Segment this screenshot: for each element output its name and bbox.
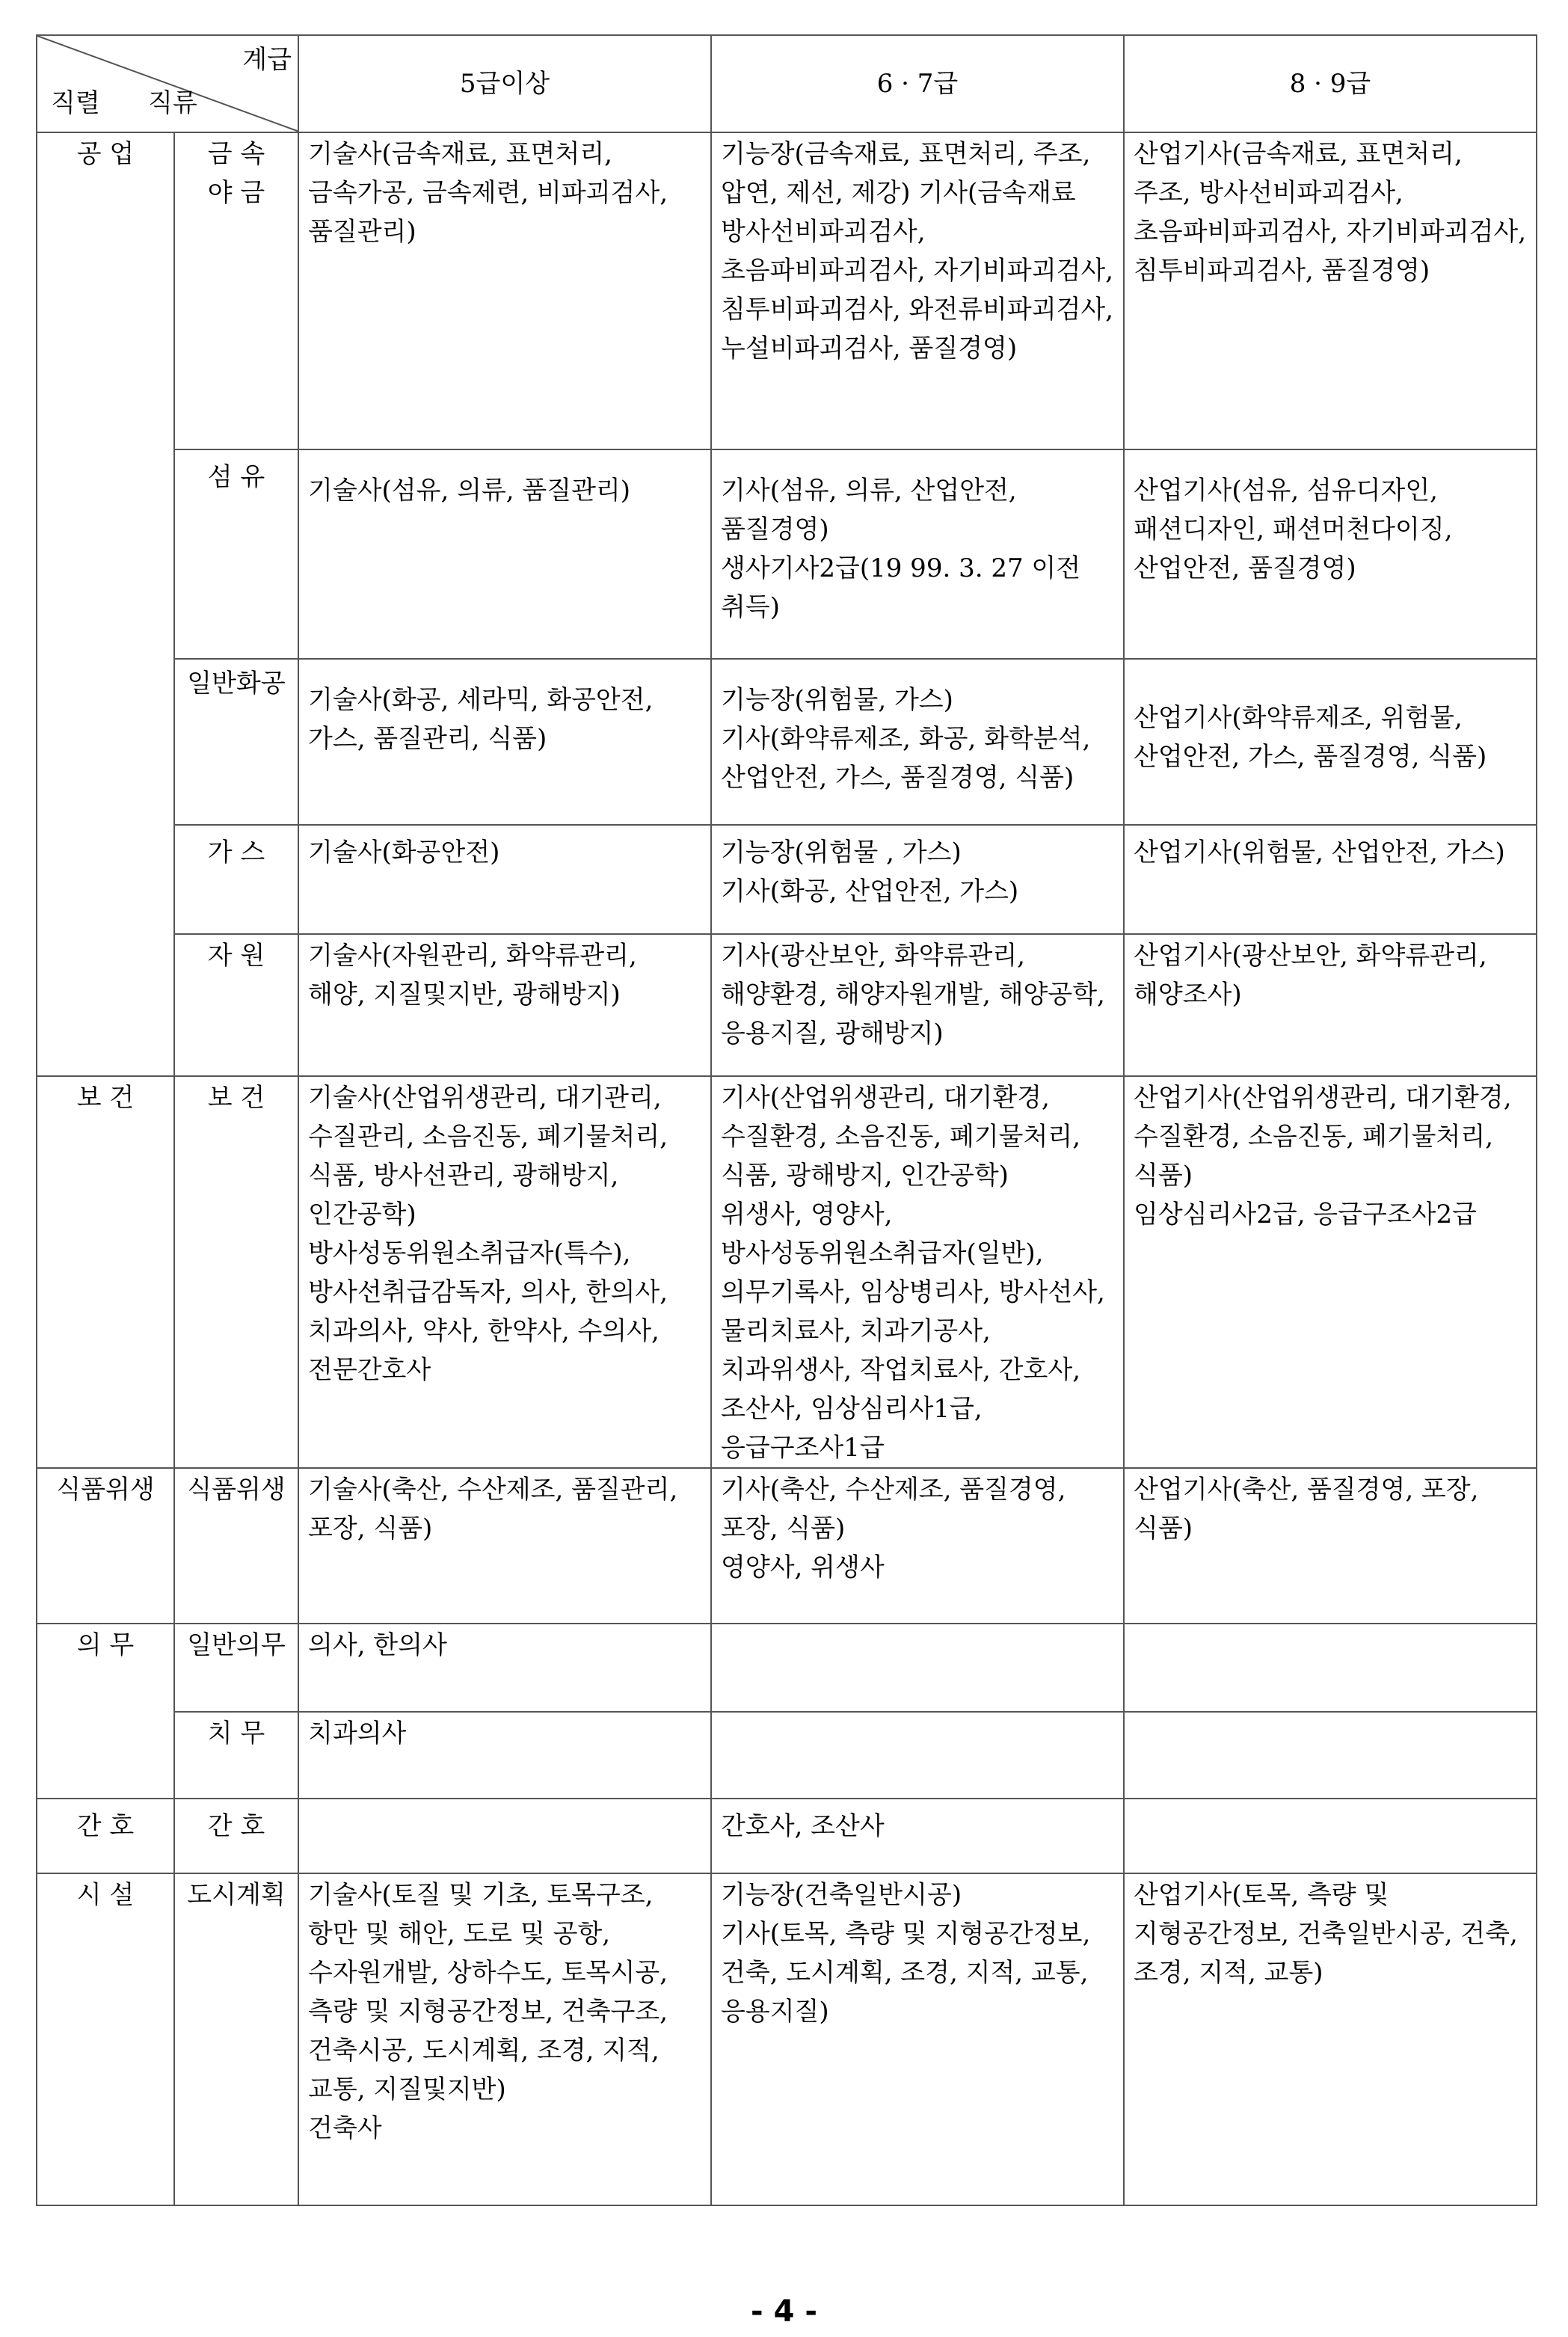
cell-grade5: 기술사(산업위생관리, 대기관리, 수질관리, 소음진동, 폐기물처리, 식품, 방사선관리, 광해방지, 인간공학) 방사성동위원소취급자(특수), 방사선취급감독자, 의사, 한의사, 치과의사, 약사, 한약사, 수의사, 전문간호사 (298, 1076, 711, 1468)
cell-grade89: 산업기사(화약류제조, 위험물, 산업안전, 가스, 품질경영, 식품) (1124, 659, 1537, 825)
cell-grade5: 기술사(화공안전) (298, 825, 711, 934)
cell-grade67: 기능장(건축일반시공) 기사(토목, 측량 및 지형공간정보, 건축, 도시계획, 조경, 지적, 교통, 응용지질) (711, 1873, 1124, 2205)
class-label: 직류 (148, 88, 197, 118)
class-cell: 도시계획 (174, 1873, 298, 2205)
cell-grade67 (711, 1624, 1124, 1712)
cell-grade89: 산업기사(축산, 품질경영, 포장, 식품) (1124, 1468, 1537, 1624)
class-cell: 치 무 (174, 1712, 298, 1799)
cell-grade5: 치과의사 (298, 1712, 711, 1799)
table-row (37, 1468, 1537, 1624)
cell-grade89 (1124, 1799, 1537, 1873)
table-row (37, 659, 1537, 825)
class-cell: 자 원 (174, 934, 298, 1076)
series-cell: 의 무 (37, 1624, 174, 1799)
cell-grade89: 산업기사(섬유, 섬유디자인, 패션디자인, 패션머천다이징, 산업안전, 품질경영) (1124, 449, 1537, 659)
cell-grade5: 기술사(자원관리, 화약류관리, 해양, 지질및지반, 광해방지) (298, 934, 711, 1076)
series-cell: 식품위생 (37, 1468, 174, 1624)
cell-grade67: 기사(산업위생관리, 대기환경, 수질환경, 소음진동, 폐기물처리, 식품, 광해방지, 인간공학) 위생사, 영양사, 방사성동위원소취급자(일반), 의무기록사, 임상병리사, 방사선사, 물리치료사, 치과기공사, 치과위생사, 작업치료사, 간호사, 조산사, 임상심리사1급, 응급구조사1급 (711, 1076, 1124, 1468)
cell-grade5 (298, 1799, 711, 1873)
page-number: - 4 - (751, 2294, 817, 2329)
cell-grade89: 산업기사(토목, 측량 및 지형공간정보, 건축일반시공, 건축, 조경, 지적, 교통) (1124, 1873, 1537, 2205)
table-row (37, 1873, 1537, 2205)
cell-grade67: 기사(섬유, 의류, 산업안전, 품질경영) 생사기사2급(19 99. 3. 27 이전 취득) (711, 449, 1124, 659)
class-cell: 일반화공 (174, 659, 298, 825)
class-cell: 식품위생 (174, 1468, 298, 1624)
cell-grade67 (711, 1712, 1124, 1799)
series-cell: 시 설 (37, 1873, 174, 2205)
class-cell: 일반의무 (174, 1624, 298, 1712)
series-cell: 보 건 (37, 1076, 174, 1468)
cell-grade5: 기술사(섬유, 의류, 품질관리) (298, 449, 711, 659)
cell-grade5: 기술사(금속재료, 표면처리, 금속가공, 금속제련, 비파괴검사, 품질관리) (298, 132, 711, 449)
cell-grade67: 기능장(금속재료, 표면처리, 주조, 압연, 제선, 제강) 기사(금속재료 방사선비파괴검사, 초음파비파괴검사, 자기비파괴검사, 침투비파괴검사, 와전류비파괴검사, 누설비파괴검사, 품질경영) (711, 132, 1124, 449)
cell-grade89: 산업기사(산업위생관리, 대기환경, 수질환경, 소음진동, 폐기물처리, 식품) 임상심리사2급, 응급구조사2급 (1124, 1076, 1537, 1468)
table-row (37, 825, 1537, 934)
cell-grade89: 산업기사(광산보안, 화약류관리, 해양조사) (1124, 934, 1537, 1076)
col-header-grade5: 5급이상 (298, 35, 711, 132)
cell-grade5: 기술사(축산, 수산제조, 품질관리, 포장, 식품) (298, 1468, 711, 1624)
table-row (37, 1624, 1537, 1712)
cell-grade89 (1124, 1712, 1537, 1799)
cell-grade5: 기술사(토질 및 기초, 토목구조, 항만 및 해안, 도로 및 공항, 수자원개발, 상하수도, 토목시공, 측량 및 지형공간정보, 건축구조, 건축시공, 도시계획, 조경, 지적, 교통, 지질및지반) 건축사 (298, 1873, 711, 2205)
class-cell: 간 호 (174, 1799, 298, 1873)
cell-grade89: 산업기사(위험물, 산업안전, 가스) (1124, 825, 1537, 934)
class-cell: 보 건 (174, 1076, 298, 1468)
cell-grade5: 기술사(화공, 세라믹, 화공안전, 가스, 품질관리, 식품) (298, 659, 711, 825)
table-row (37, 132, 1537, 449)
class-cell: 섬 유 (174, 449, 298, 659)
header-diagonal-cell (37, 35, 298, 132)
grade-label: 계급 (242, 45, 292, 75)
cell-grade67: 기능장(위험물, 가스) 기사(화약류제조, 화공, 화학분석, 산업안전, 가스, 품질경영, 식품) (711, 659, 1124, 825)
series-cell: 간 호 (37, 1799, 174, 1873)
series-cell: 공 업 (37, 132, 174, 1076)
col-header-grade67: 6 · 7급 (711, 35, 1124, 132)
table-row (37, 1799, 1537, 1873)
cell-grade67: 기사(축산, 수산제조, 품질경영, 포장, 식품) 영양사, 위생사 (711, 1468, 1124, 1624)
table-row (37, 934, 1537, 1076)
cell-grade67: 기능장(위험물 , 가스) 기사(화공, 산업안전, 가스) (711, 825, 1124, 934)
cell-grade89: 산업기사(금속재료, 표면처리, 주조, 방사선비파괴검사, 초음파비파괴검사, 자기비파괴검사, 침투비파괴검사, 품질경영) (1124, 132, 1537, 449)
cell-grade67: 간호사, 조산사 (711, 1799, 1124, 1873)
cell-grade89 (1124, 1624, 1537, 1712)
table-row (37, 1712, 1537, 1799)
cell-grade67: 기사(광산보안, 화약류관리, 해양환경, 해양자원개발, 해양공학, 응용지질, 광해방지) (711, 934, 1124, 1076)
header-row (37, 35, 1537, 132)
class-cell: 가 스 (174, 825, 298, 934)
cell-grade5: 의사, 한의사 (298, 1624, 711, 1712)
qualification-table (36, 34, 1537, 2206)
class-cell: 금 속 야 금 (174, 132, 298, 449)
table-row (37, 1076, 1537, 1468)
table-row (37, 449, 1537, 659)
col-header-grade89: 8 · 9급 (1124, 35, 1537, 132)
series-label: 직렬 (51, 88, 100, 118)
